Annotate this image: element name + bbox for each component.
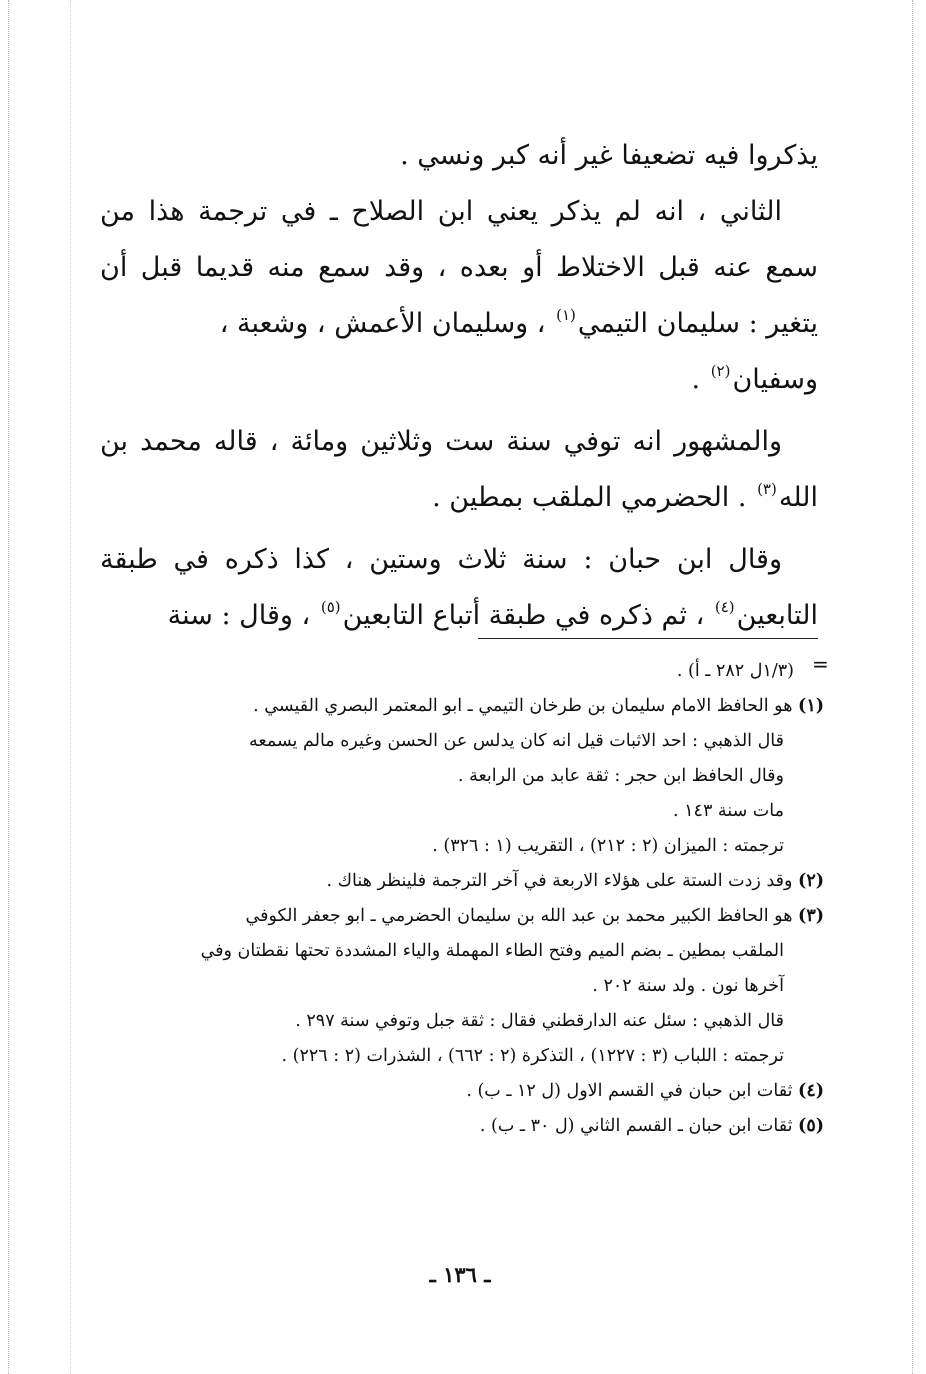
footnote-ref-5[interactable]: (٥)	[320, 598, 341, 616]
main-text	[100, 128, 818, 644]
footnote-1-sub-4	[100, 829, 824, 864]
footnote-ref-2[interactable]: (٢)	[710, 362, 731, 380]
footnote-3-cont-1-text: الملقب بمطين ـ بضم الميم وفتح الطاء المهملة والياء المشددة تحتها نقطتان وفي	[200, 941, 784, 961]
main-line-7-text-a: الله	[778, 482, 818, 513]
main-line-4-text-b: ، وسليمان الأعمش ، وشعبة ،	[219, 308, 546, 339]
page-number: ـ ١٣٦ ـ	[429, 1262, 491, 1287]
footnote-ref-1[interactable]: (١)	[556, 306, 576, 324]
main-line-5	[100, 352, 818, 408]
footnote-1-sub-1-text: قال الذهبي : احد الاثبات قيل انه كان يدلس عن الحسن وغيره مالم يسمعه	[249, 731, 784, 751]
footnote-3-cont-2-text: آخرها نون . ولد سنة ٢٠٢ .	[592, 976, 784, 996]
footnote-1-number: (١)	[798, 696, 824, 716]
footnote-separator	[478, 638, 818, 639]
footnote-3-number: (٣)	[798, 906, 824, 926]
footnote-1-sub-2	[100, 759, 824, 794]
main-line-6	[100, 414, 818, 470]
footnote-ref-3[interactable]: (٣)	[757, 480, 777, 498]
main-line-9-text-b: ، ثم ذكره في طبقة أتباع التابعين	[342, 600, 705, 631]
footnote-2	[100, 864, 824, 899]
scan-edge-left	[8, 0, 9, 1374]
footnote-3-sub-1-text: قال الذهبي : سئل عنه الدارقطني فقال : ثقة جبل وتوفي سنة ٢٩٧ .	[295, 1011, 784, 1031]
main-line-8	[100, 532, 818, 588]
footnote-3-sub-1	[100, 1004, 824, 1039]
footnote-5-number: (٥)	[798, 1116, 824, 1136]
footnote-1-text: هو الحافظ الامام سليمان بن طرخان التيمي ـ ابو المعتمر البصري القيسي .	[253, 696, 793, 716]
continuation-mark: =	[812, 652, 829, 676]
footnote-carry-over	[100, 654, 824, 689]
footnote-4	[100, 1074, 824, 1109]
footnote-3-text: هو الحافظ الكبير محمد بن عبد الله بن سليمان الحضرمي ـ ابو جعفر الكوفي	[245, 906, 793, 926]
main-line-9-text-c: ، وقال : سنة	[167, 600, 311, 631]
main-line-7	[100, 470, 818, 526]
main-line-1-text: يذكروا فيه تضعيفا غير أنه كبر ونسي .	[400, 140, 818, 171]
footnote-2-number: (٢)	[798, 871, 824, 891]
main-line-5-text-a: وسفيان	[732, 364, 818, 395]
footnote-5	[100, 1109, 824, 1144]
footnote-3-sub-2	[100, 1039, 824, 1074]
footnote-2-text: وقد زدت الستة على هؤلاء الاربعة في آخر الترجمة فلينظر هناك .	[326, 871, 793, 891]
footnote-3-cont-1	[100, 934, 824, 969]
footnote-1-sub-3-text: مات سنة ١٤٣ .	[673, 801, 784, 821]
footnote-ref-4[interactable]: (٤)	[714, 598, 735, 616]
footnote-carry-over-text: (١/٣ل ٢٨٢ ـ أ) .	[676, 661, 794, 681]
main-line-7-text-b: . الحضرمي الملقب بمطين .	[432, 482, 747, 513]
main-line-2	[100, 184, 818, 240]
footnote-1	[100, 689, 824, 724]
footnote-3-cont-2	[100, 969, 824, 1004]
main-line-4-text-a: يتغير : سليمان التيمي	[577, 308, 818, 339]
footnote-4-text: ثقات ابن حبان في القسم الاول (ل ١٢ ـ ب) .	[466, 1081, 793, 1101]
footnote-1-sub-1	[100, 724, 824, 759]
footnote-1-sub-4-text: ترجمته : الميزان (٢ : ٢١٢) ، التقريب (١ : ٣٢٦) .	[432, 836, 784, 856]
main-line-8-text: وقال ابن حبان : سنة ثلاث وستين ، كذا ذكره في طبقة	[100, 544, 782, 575]
footnote-1-sub-3	[100, 794, 824, 829]
main-line-9-text-a: التابعين	[736, 600, 818, 631]
footnote-3	[100, 899, 824, 934]
main-line-9	[100, 588, 818, 644]
footnote-5-text: ثقات ابن حبان ـ القسم الثاني (ل ٣٠ ـ ب) .	[479, 1116, 793, 1136]
main-line-1	[100, 128, 818, 184]
main-line-3-text: سمع عنه قبل الاختلاط أو بعده ، وقد سمع منه قديما قبل أن	[100, 252, 818, 283]
main-line-4	[100, 296, 818, 352]
main-line-2-text: الثاني ، انه لم يذكر يعني ابن الصلاح ـ في ترجمة هذا من	[100, 196, 782, 227]
main-line-5-text-b: .	[691, 364, 701, 395]
scan-edge-right	[912, 0, 913, 1374]
footnote-4-number: (٤)	[798, 1081, 824, 1101]
footnote-1-sub-2-text: وقال الحافظ ابن حجر : ثقة عابد من الرابعة .	[457, 766, 784, 786]
main-line-6-text: والمشهور انه توفي سنة ست وثلاثين ومائة ، قاله محمد بن	[100, 426, 782, 457]
footnotes	[100, 654, 824, 1144]
main-line-3	[100, 240, 818, 296]
scan-edge-inner	[70, 0, 71, 1374]
footnote-3-sub-2-text: ترجمته : اللباب (٣ : ١٢٢٧) ، التذكرة (٢ : ٦٦٢) ، الشذرات (٢ : ٢٢٦) .	[281, 1046, 784, 1066]
